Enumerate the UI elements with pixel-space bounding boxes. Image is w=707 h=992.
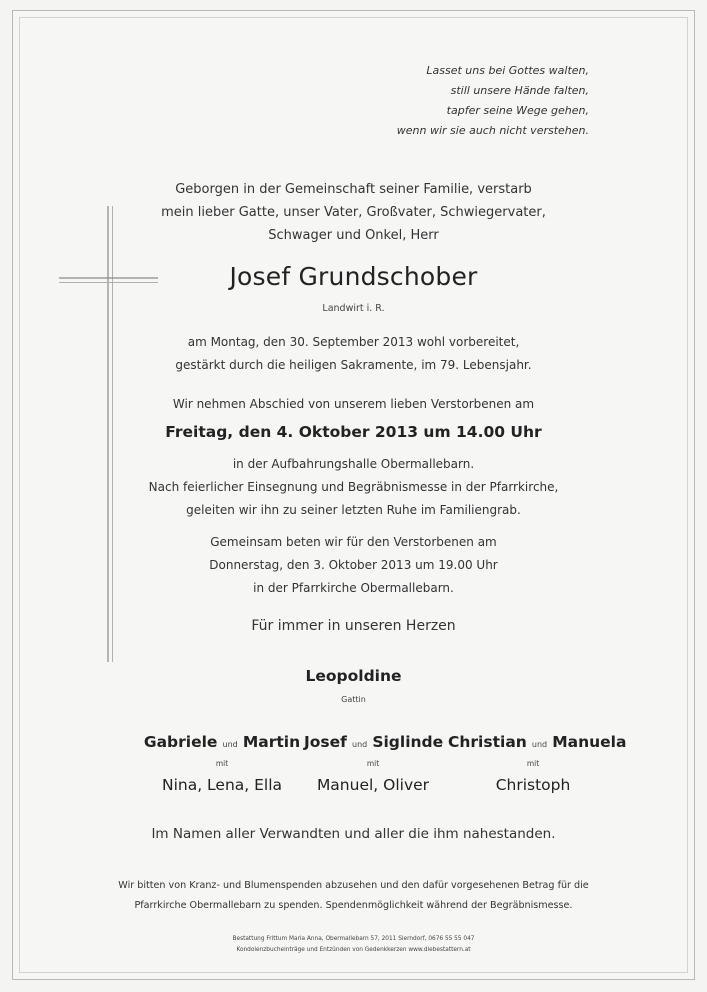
und-text: und [531,740,548,749]
motto: Für immer in unseren Herzen [251,618,456,634]
family-2 [304,732,442,751]
footer-line: Bestattung Frittum Maria Anna, Obermallebarn 57, 2011 Sierndorf, 0676 55 55 047 [232,936,475,942]
poem-line: tapfer seine Wege gehen, [446,104,589,117]
prayer-line: in der Pfarrkirche Obermallebarn. [253,581,454,595]
family-member: Josef [304,733,347,751]
farewell-line: Nach feierlicher Einsegnung und Begräbnismesse in der Pfarrkirche, [148,480,559,494]
closing-text: Im Namen aller Verwandten und aller die ihm nahestanden. [151,826,556,842]
family-member: Siglinde [372,733,444,751]
grandchildren: Nina, Lena, Ella [161,776,283,794]
family-member: Christian [448,733,527,751]
farewell-line: in der Aufbahrungshalle Obermallebarn. [232,457,475,471]
poem-line: wenn wir sie auch nicht verstehen. [396,124,589,137]
mit-text: mit [526,759,540,768]
poem-line: still unsere Hände falten, [450,84,589,97]
family-3 [448,732,627,751]
mit-text: mit [215,759,229,768]
und-text: und [222,740,238,749]
mit-text: mit [366,759,380,768]
donation-request [0,876,707,916]
poem [329,61,589,141]
family-1 [143,732,301,751]
deceased-occupation: Landwirt i. R. [322,303,385,314]
farewell-intro: Wir nehmen Abschied von unserem lieben Verstorbenen am [172,397,535,411]
widow-name: Leopoldine [305,667,402,685]
farewell-line: geleiten wir ihn zu seiner letzten Ruhe im Familiengrab. [186,503,521,517]
death-text [0,331,707,377]
family-member: Gabriele [143,733,218,751]
deceased-name: Josef Grundschober [229,262,478,291]
intro-text [0,178,707,247]
prayer-line: Gemeinsam beten wir für den Verstorbenen am [210,535,497,549]
footer-line: Kondolenzbucheinträge und Entzünden von Gedenkkerzen www.diebestattern.at [236,947,471,953]
funeral-date: Freitag, den 4. Oktober 2013 um 14.00 Uhr [165,423,542,441]
death-line: am Montag, den 30. September 2013 wohl vorbereitet, [187,335,520,349]
poem-line: Lasset uns bei Gottes walten, [426,64,589,77]
funeral-home-footer [0,934,707,956]
grandchildren: Christoph [495,776,571,794]
request-line: Wir bitten von Kranz- und Blumenspenden abzusehen und den dafür vorgesehenen Betrag für die [118,880,589,891]
family-member: Manuela [552,733,627,751]
farewell-text [0,453,707,522]
prayer-text [0,531,707,600]
intro-line: Geborgen in der Gemeinschaft seiner Familie, verstarb [175,182,532,197]
prayer-line: Donnerstag, den 3. Oktober 2013 um 19.00 Uhr [209,558,498,572]
intro-line: Schwager und Onkel, Herr [268,228,439,243]
intro-line: mein lieber Gatte, unser Vater, Großvater, Schwiegervater, [161,205,546,220]
death-line: gestärkt durch die heiligen Sakramente, im 79. Lebensjahr. [175,358,532,372]
family-member: Martin [242,733,301,751]
und-text: und [352,740,368,749]
widow-role: Gattin [341,695,366,704]
grandchildren: Manuel, Oliver [316,776,430,794]
request-line: Pfarrkirche Obermallebarn zu spenden. Spendenmöglichkeit während der Begräbnismesse. [134,900,573,911]
